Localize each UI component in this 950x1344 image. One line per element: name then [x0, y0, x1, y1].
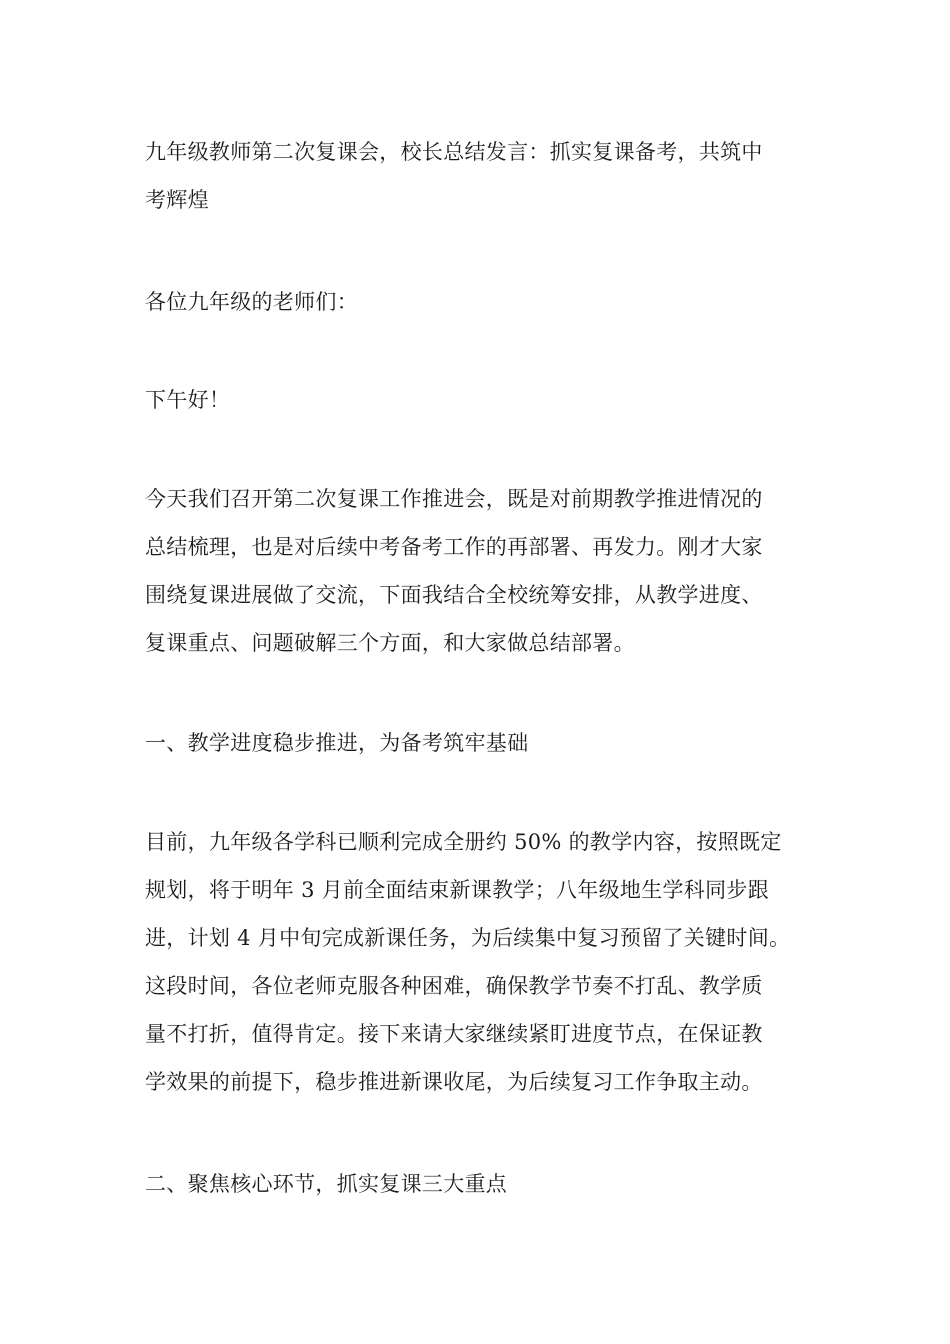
paragraph-line: 复课重点、问题破解三个方面，和大家做总结部署。	[145, 631, 635, 655]
document-title	[145, 128, 810, 224]
paragraph-line: 总结梳理，也是对后续中考备考工作的再部署、再发力。刚才大家	[145, 535, 763, 559]
intro-paragraph	[145, 475, 810, 667]
section1-paragraph	[145, 818, 810, 1106]
paragraph-line: 围绕复课进展做了交流，下面我结合全校统筹安排，从教学进度、	[145, 583, 763, 607]
paragraph-line: 进，计划 4 月中旬完成新课任务，为后续集中复习预留了关键时间。	[145, 926, 791, 950]
paragraph-line: 这段时间，各位老师克服各种困难，确保教学节奏不打乱、教学质	[145, 974, 763, 998]
paragraph-line: 今天我们召开第二次复课工作推进会，既是对前期教学推进情况的	[145, 487, 763, 511]
greeting: 下午好！	[145, 388, 231, 412]
paragraph-line: 学效果的前提下，稳步推进新课收尾，为后续复习工作争取主动。	[145, 1070, 763, 1094]
paragraph-line: 量不打折，值得肯定。接下来请大家继续紧盯进度节点，在保证教	[145, 1022, 763, 1046]
section-heading-1: 一、教学进度稳步推进，为备考筑牢基础	[145, 731, 529, 755]
title-line: 九年级教师第二次复课会，校长总结发言：抓实复课备考，共筑中	[145, 140, 763, 164]
title-line: 考辉煌	[145, 188, 209, 212]
section-heading-2: 二、聚焦核心环节，抓实复课三大重点	[145, 1172, 508, 1196]
salutation: 各位九年级的老师们：	[145, 290, 358, 314]
paragraph-line: 目前，九年级各学科已顺利完成全册约 50% 的教学内容，按照既定	[145, 830, 782, 854]
paragraph-line: 规划，将于明年 3 月前全面结束新课教学；八年级地生学科同步跟	[145, 878, 770, 902]
